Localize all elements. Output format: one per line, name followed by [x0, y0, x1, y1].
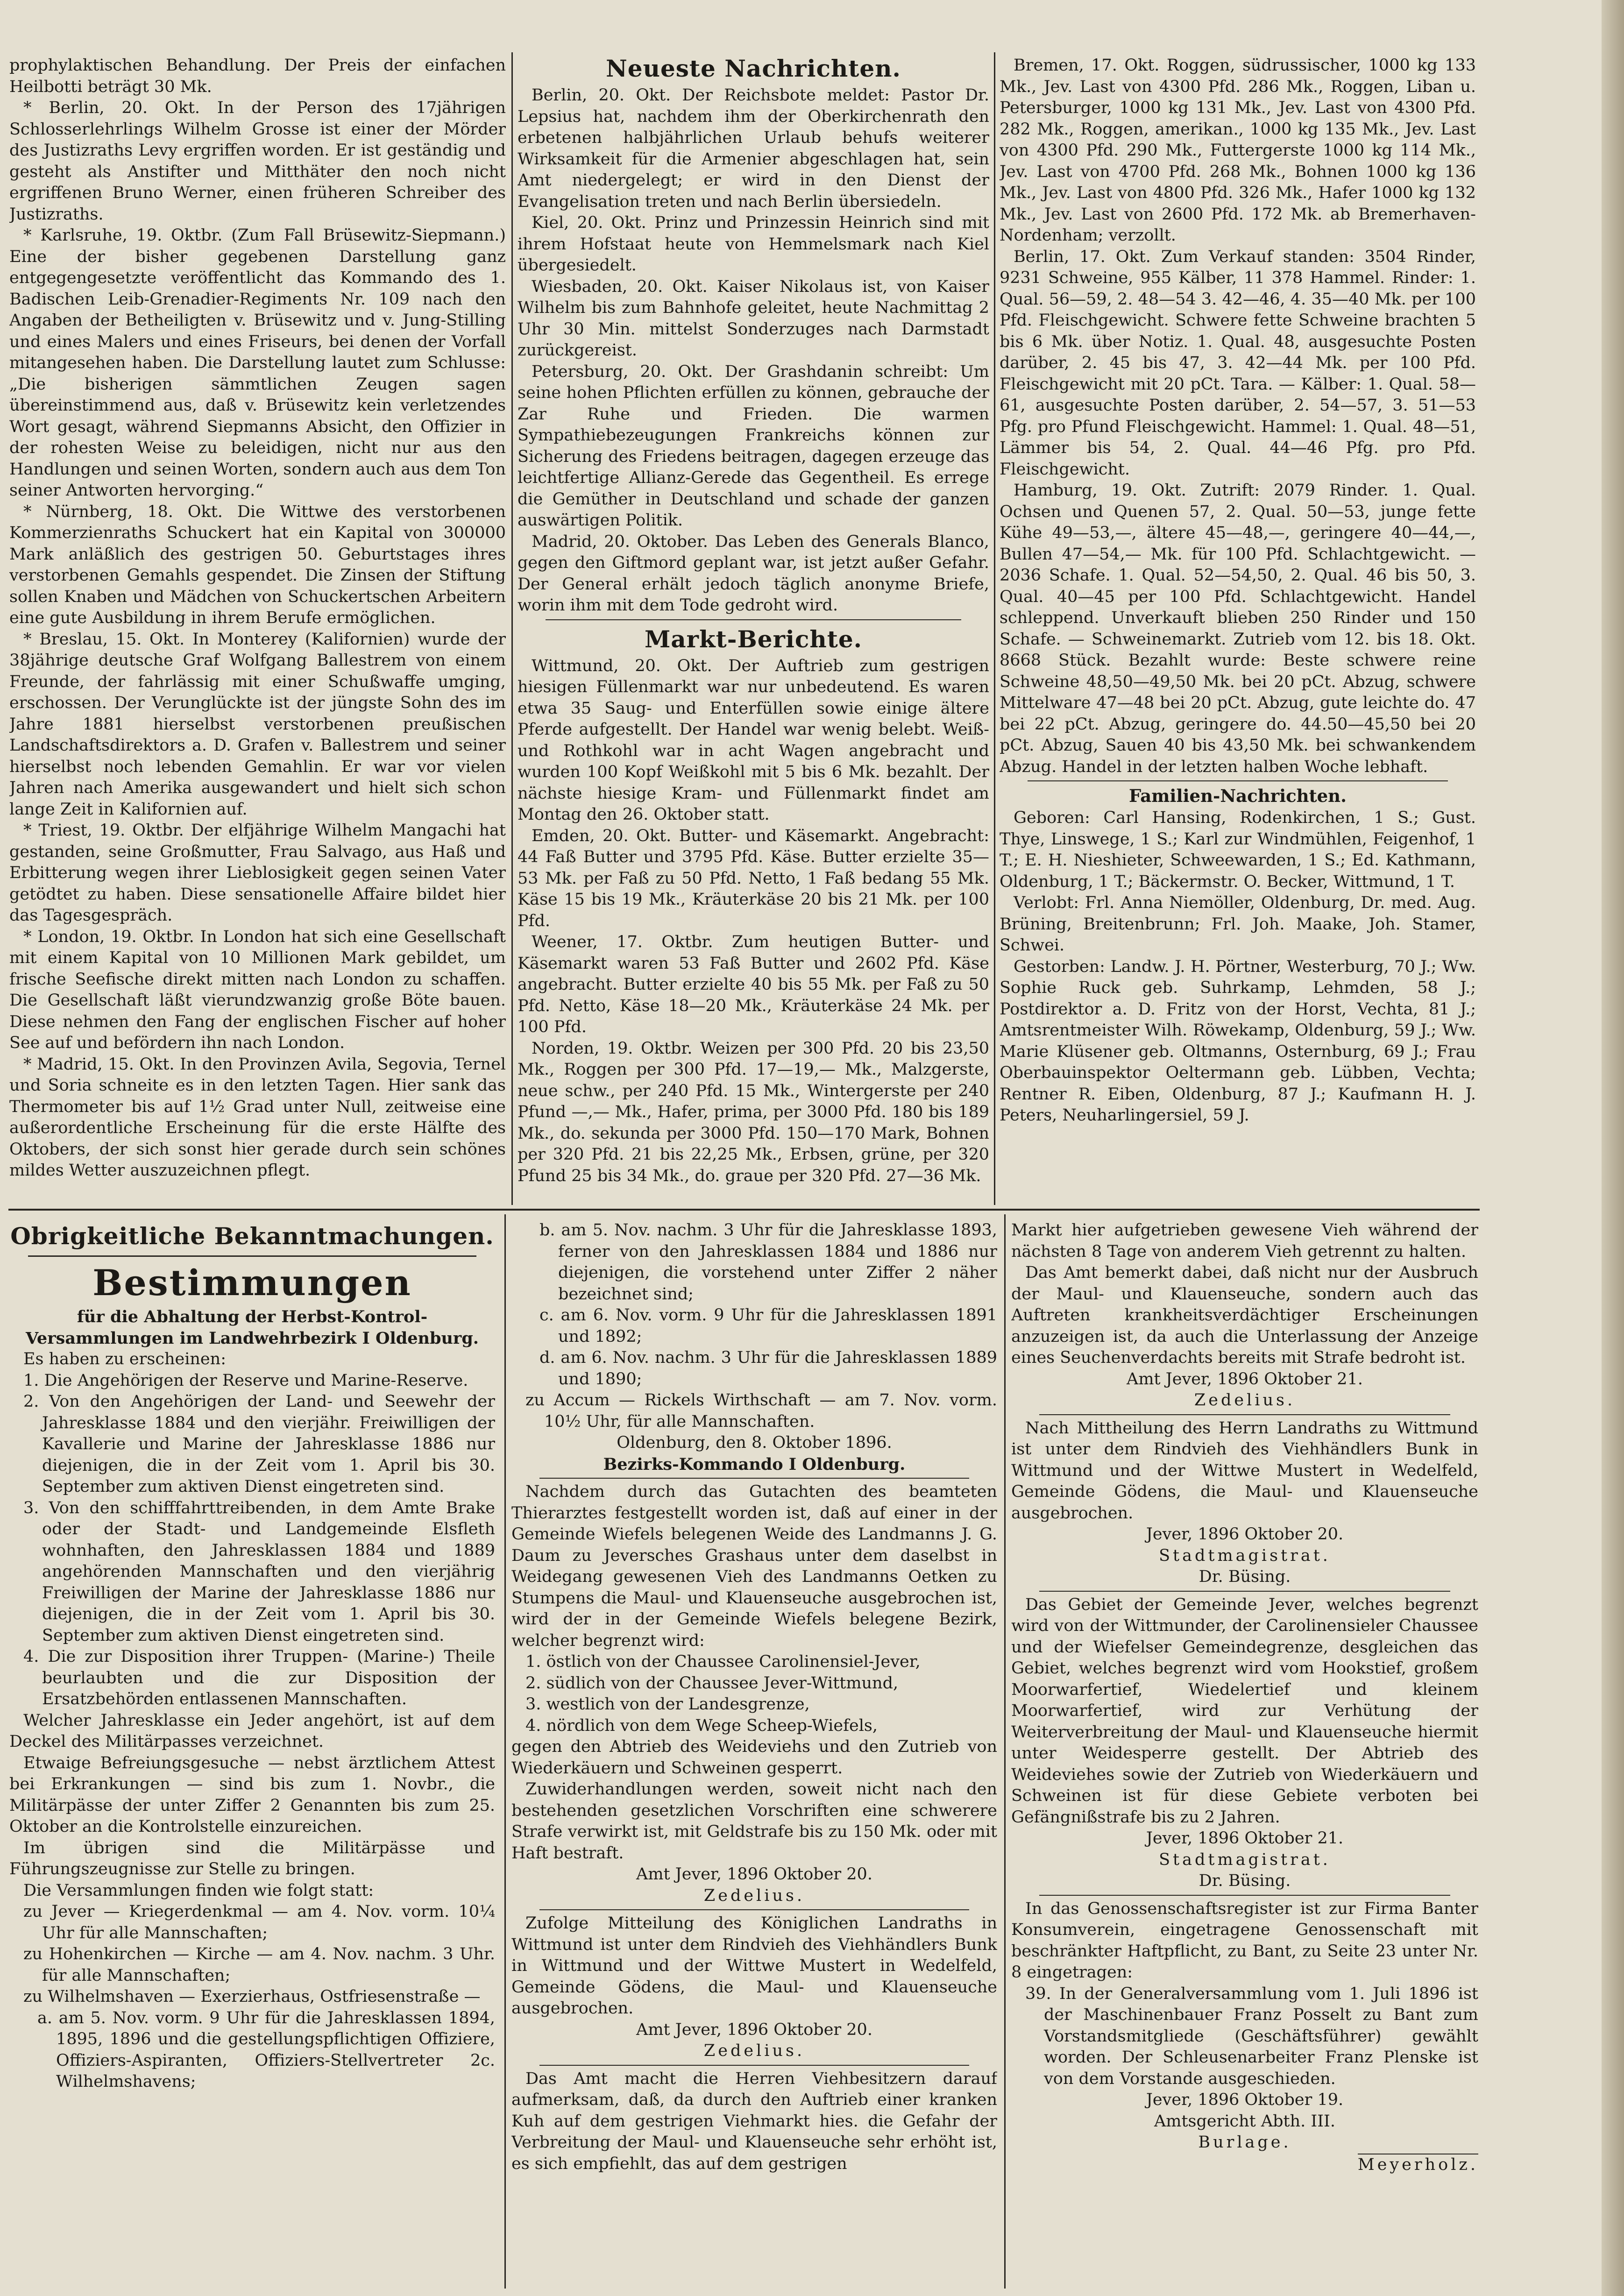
news-item-madrid: * Madrid, 15. Okt. In den Provinzen Avila, Segovia, Ternel und Soria schneite es in den letzten Tagen. Hier sank das Thermometer bis auf 1½ Grad unter Null, zeitweise eine außerordentliche Erscheinung für die erste Hälfte des Oktobers, der sich sonst hier gerade durch sein schönes mildes Wetter auszuzeichnen pflegt.: [9, 1055, 506, 1180]
news-item-karlsruhe: * Karlsruhe, 19. Oktbr. (Zum Fall Brüsewitz-Siepmann.) Eine der bisher gegebenen Darstellung ganz entgegengesetzte veröffentlicht das Kommando des 1. Badischen Leib-Grenadier-Regiments Nr. 109 nach den Angaben der Betheiligten v. Brüsewitz und v. Jung-Stilling und eines Malers und eines Friseurs, bei denen der Vorfall mitangesehen haben. Die Darstellung lautet zum Schlusse: „Die bisherigen sämmtlichen Zeugen sagen übereinstimmend aus, daß v. Brüsewitz kein verletzendes Wort gesagt, während Siepmanns Absicht, den Offizier in der rohesten Weise zu beleidigen, nicht nur aus den Handlungen und seinen Worten, sondern auch aus dem Ton seiner Antworten hervorging.“: [9, 226, 506, 500]
news-item-kiel: Kiel, 20. Okt. Prinz und Prinzessin Heinrich sind mit ihrem Hofstaat heute von Hemmelsmark nach Kiel übergesiedelt.: [518, 213, 989, 275]
notice-title: Bestimmungen: [92, 1262, 412, 1304]
divider-rule: [539, 1478, 969, 1479]
notice-date: Oldenburg, den 8. Oktober 1896.: [617, 1433, 892, 1452]
schedule-item: c. am 6. Nov. vorm. 9 Uhr für die Jahresklassen 1891 und 1892;: [539, 1306, 997, 1346]
notice-paragraph: In das Genossenschaftsregister ist zur Firma Banter Konsumverein, eingetragene Genossenschaft mit beschränkter Haftpflicht, zu Bant, zu Seite 23 unter Nr. 8 eingetragen:: [1011, 1899, 1478, 1982]
notice-date: Amt Jever, 1896 Oktober 20.: [636, 2020, 872, 2039]
notice-date: Amt Jever, 1896 Oktober 20.: [636, 1865, 872, 1884]
column-2-news: [518, 52, 989, 1205]
list-item: 4. nördlich von dem Wege Scheep-Wiefels,: [525, 1716, 878, 1735]
list-item: 3. westlich von der Landesgrenze,: [525, 1695, 810, 1714]
schedule-item: a. am 5. Nov. vorm. 9 Uhr für die Jahresklassen 1894, 1895, 1896 und die gestellungspflichtigen Offiziere, Offiziers-Aspiranten, Offiziers-Stellvertreter 2c. Wilhelmshavens;: [37, 2008, 495, 2091]
schedule-item: zu Jever — Kriegerdenkmal — am 4. Nov. vorm. 10¼ Uhr für alle Mannschaften;: [23, 1902, 495, 1942]
divider-rule: [1039, 1591, 1450, 1592]
market-item-bremen: Bremen, 17. Okt. Roggen, südrussischer, 1000 kg 133 Mk., Jev. Last von 4300 Pfd. 286 Mk., Roggen, Liban u. Petersburger, 1000 kg 131 Mk., Jev. Last von 4300 Pfd. 282 Mk., Roggen, amerikan., 1000 kg 135 Mk., Jev. Last von 4300 Pfd. 290 Mk., Futtergerste 1000 kg 114 Mk., Jev. Last von 4700 Pfd. 268 Mk., Bohnen 1000 kg 136 Mk., Jev. Last von 4800 Pfd. 326 Mk., Hafer 1000 kg 132 Mk., Jev. Last von 2600 Pfd. 172 Mk. ab Bremerhaven-Nordenham; verzollt.: [1000, 56, 1476, 245]
notice-date: Jever, 1896 Oktober 20.: [1146, 1525, 1344, 1544]
schedule-item: zu Wilhelmshaven — Exerzierhaus, Ostfriesenstraße —: [23, 1987, 481, 2006]
divider-rule: [539, 2065, 969, 2066]
notice-paragraph: gegen den Abtrieb des Weideviehs und den Zutrieb von Wiederkäuern und Schweinen gesperrt.: [511, 1737, 997, 1778]
market-item-weener: Weener, 17. Oktbr. Zum heutigen Butter- und Käsemarkt waren 53 Faß Butter und 2602 Pfd. Käse angebracht. Butter erzielte 40 bis 55 Mk. per Faß zu 50 Pfd. Netto, Käse 18—20 Mk., Kräuterkäse 24 Mk. per 100 Pfd.: [518, 933, 989, 1036]
notice-signature: Zedelius.: [703, 2041, 805, 2060]
notice-paragraph: Das Amt macht die Herren Viehbesitzern darauf aufmerksam, daß, da durch den Auftrieb einer kranken Kuh auf dem gestrigen Viehmarkt hies. die Gefahr der Verbreitung der Maul- und Klauenseuche sehr erhöht ist, es sich empfiehlt, das auf dem gestrigen: [511, 2069, 997, 2173]
news-item-triest: * Triest, 19. Oktbr. Der elfjährige Wilhelm Mangachi hat gestanden, seine Großmutter, Frau Salvago, aus Haß und Erbitterung wegen ihrer Lieblosigkeit gegen seinen Vater getödtet zu haben. Diese sensationelle Affaire bildet hier das Tagesgespräch.: [9, 821, 506, 925]
schedule-item: zu Hohenkirchen — Kirche — am 4. Nov. nachm. 3 Uhr. für alle Mannschaften;: [23, 1945, 495, 1985]
family-engagements: Verlobt: Frl. Anna Niemöller, Oldenburg, Dr. med. Aug. Brüning, Breitenbrunn; Frl. Joh. Maake, Joh. Stamer, Schwei.: [1000, 893, 1476, 955]
column-3-markets: [1000, 55, 1476, 1204]
notice-paragraph: Welcher Jahresklasse ein Jeder angehört, ist auf dem Deckel des Militärpasses verzeichnet.: [9, 1711, 495, 1751]
notice-paragraph: Das Amt bemerkt dabei, daß nicht nur der Ausbruch der Maul- und Klauenseuche, sondern auch das Auftreten krankheitsverdächtiger Erscheinungen anzuzeigen ist, da auch die Unterlassung der Anzeige eines Seuchenverdachts bereits mit Strafe bedroht ist.: [1011, 1263, 1478, 1367]
news-item: prophylaktischen Behandlung. Der Preis der einfachen Heilbotti beträgt 30 Mk.: [9, 56, 506, 96]
notice-subtitle: für die Abhaltung der Herbst-Kontrol-Versammlungen im Landwehrbezirk I Oldenburg.: [25, 1307, 479, 1348]
news-item-nuernberg: * Nürnberg, 18. Okt. Die Wittwe des verstorbenen Kommerzienraths Schuckert hat ein Kapital von 300000 Mark anläßlich des gestrigen 50. Geburtstages ihres verstorbenen Gemahls gespendet. Die Zinsen der Stiftung sollen Knaben und Mädchen von Schuckertschen Arbeitern eine gute Ausbildung in ihrem Berufe ermöglichen.: [9, 502, 506, 627]
section-divider: [8, 1209, 1480, 1211]
divider-rule: [1028, 780, 1448, 781]
notice-date: Jever, 1896 Oktober 21.: [1146, 1829, 1344, 1848]
notice-paragraph: Nachdem durch das Gutachten des beamteten Thierarztes festgestellt worden ist, daß auf einer in der Gemeinde Wiefels belegenen Weide des Landmanns J. G. Daum zu Jeversches Grashaus unter dem daselbst in Weidegang gewesenen Vieh des Landmanns Oetken zu Stumpens die Maul- und Klauenseuche ausgebrochen ist, wird der in der Gemeinde Wiefels belegene Bezirk, welcher begrenzt wird:: [511, 1482, 997, 1650]
notice-signature: Zedelius.: [703, 1886, 805, 1905]
notice-date: Amt Jever, 1896 Oktober 21.: [1127, 1369, 1363, 1389]
market-item-hamburg: Hamburg, 19. Okt. Zutrift: 2079 Rinder. 1. Qual. Ochsen und Quenen 57, 2. Qual. 50—53, junge fette Kühe 49—53,—, ältere 45—48,—, geringere 40—44,—, Bullen 47—54,— Mk. für 100 Pfd. Schlachtgewicht. — 2036 Schafe. 1. Qual. 52—54,50, 2. Qual. 46 bis 50, 3. Qual. 40—45 per 100 Pfd. Schlachtgewicht. Handel schleppend. Unverkauft blieben 250 Rinder und 150 Schafe. — Schweinemarkt. Zutrieb vom 12. bis 18. Okt. 8668 Stück. Bezahlt wurde: Beste schwere reine Schweine 48,50—49,50 Mk. bei 20 pCt. Abzug, schwere Mittelware 47—48 bei 20 pCt. Abzug, gute leichte do. 47 bei 22 pCt. Abzug, geringere do. 44.50—45,50 bei 20 pCt. Abzug, Sauen 40 bis 43,50 Mk. bei schwankendem Abzug. Handel in der letzten halben Woche lebhaft.: [1000, 481, 1476, 776]
column-6-notices: [1011, 1220, 1478, 2289]
notice-signature: Dr. Büsing.: [1198, 1567, 1291, 1586]
news-item-london: * London, 19. Oktbr. In London hat sich eine Gesellschaft mit einem Kapital von 10 Millionen Mark gebildet, um frische Seefische direkt mitten nach London zu schaffen. Die Gesellschaft läßt vierundzwanzig große Böte bauen. Diese nehmen den Fang der englischen Fischer auf hoher See auf und befördern ihn nach London.: [9, 927, 506, 1052]
market-item-wittmund: Wittmund, 20. Okt. Der Auftrieb zum gestrigen hiesigen Füllenmarkt war nur unbedeutend. Es waren etwa 35 Saug- und Enterfüllen sowie einige ältere Pferde aufgestellt. Der Handel war wenig belebt. Weiß- und Rothkohl war in acht Wagen angebracht und wurden 100 Kopf Weißkohl mit 5 bis 6 Mk. bezahlt. Der nächste hiesige Kram- und Füllenmarkt findet am Montag den 26. Oktober statt.: [518, 656, 989, 824]
column-5-notices: [511, 1220, 997, 2289]
notice-authority: Stadtmagistrat.: [1159, 1850, 1331, 1869]
schedule-item: d. am 6. Nov. nachm. 3 Uhr für die Jahresklassen 1889 und 1890;: [539, 1348, 997, 1389]
notice-paragraph: Nach Mittheilung des Herrn Landraths zu Wittmund ist unter dem Rindvieh des Viehhändlers Bunk in Wittmund und der Wittwe Mustert in Wedelfeld, Gemeinde Gödens, die Maul- und Klauenseuche ausgebrochen.: [1011, 1418, 1478, 1523]
column-divider: [994, 52, 995, 1205]
news-item-petersburg: Petersburg, 20. Okt. Der Grashdanin schreibt: Um seine hohen Pflichten erfüllen zu können, gebrauche der Zar Ruhe und Frieden. Die warmen Sympathiebezeugungen Frankreichs können zur Sicherung des Friedens beitragen, dagegen erzeuge das leichtfertige Allianz-Gerede das Gegentheil. Es errege die Gemüther in Deutschland und schade der ganzen auswärtigen Politik.: [518, 362, 989, 530]
divider-rule: [539, 1909, 969, 1910]
notice-paragraph: Markt hier aufgetrieben gewesene Vieh während der nächsten 8 Tage von anderem Vieh getrennt zu halten.: [1011, 1221, 1478, 1261]
list-item: 1. östlich von der Chaussee Carolinensiel-Jever,: [525, 1652, 921, 1671]
column-1-news: [9, 55, 506, 1204]
notice-authority: Amtsgericht Abth. III.: [1154, 2112, 1335, 2131]
news-item-madrid: Madrid, 20. Oktober. Das Leben des Generals Blanco, gegen den Giftmord geplant war, ist jetzt außer Gefahr. Der General erhält jedoch täglich anonyme Briefe, worin ihm mit dem Tode gedroht wird.: [518, 532, 989, 615]
notice-paragraph: Zuwiderhandlungen werden, soweit nicht nach den bestehenden gesetzlichen Vorschriften eine schwerere Strafe verwirkt ist, mit Geldstrafe bis zu 150 Mk. oder mit Haft bestraft.: [511, 1780, 997, 1863]
news-item-berlin: Berlin, 20. Okt. Der Reichsbote meldet: Pastor Dr. Lepsius hat, nachdem ihm der Oberkirchenrath den erbetenen halbjährlichen Urlaub behufs weiterer Wirksamkeit für die Armenier abgeschlagen hat, sein Amt niedergelegt; er wird in den Dienst der Evangelisation treten und nach Berlin übersiedeln.: [518, 86, 989, 211]
notice-paragraph: Das Gebiet der Gemeinde Jever, welches begrenzt wird von der Wittmunder, der Carolinensieler Chaussee und der Wiefelser Gemeindegrenze, desgleichen das Gebiet, welches begrenzt wird vom Hookstief, großem Moorwarfertief, Wiedelertief und kleinem Moorwarfertief, wird zur Verhütung der Weiterverbreitung der Maul- und Klauenseuche hiermit unter Weidesperre gestellt. Der Abtrieb des Weideviehes sowie der Zutrieb von Wiederkäuern und Schweinen ist für diese Gebiete verboten bei Gefängnißstrafe bis zu 2 Jahren.: [1011, 1595, 1478, 1827]
section-heading-market-reports: Markt-Berichte.: [644, 625, 863, 653]
notice-date: Jever, 1896 Oktober 19.: [1146, 2090, 1344, 2109]
register-entry: 39. In der Generalversammlung vom 1. Juli 1896 ist der Maschinenbauer Franz Posselt zu Bant zum Vorstandsmitgliede (Geschäftsführer) gewählt worden. Der Schleusenarbeiter Franz Plenske ist von dem Vorstande ausgeschieden.: [1025, 1984, 1478, 2088]
column-divider: [511, 52, 513, 1205]
market-item-emden: Emden, 20. Okt. Butter- und Käsemarkt. Angebracht: 44 Faß Butter und 3795 Pfd. Käse. Butter erzielte 35—53 Mk. per Faß zu 50 Pfd. Netto, 1 Faß bedang 55 Mk. Käse 15 bis 19 Mk., Kräuterkäse 20 bis 21 Mk. per 100 Pfd.: [518, 826, 989, 930]
list-item: 2. Von den Angehörigen der Land- und Seewehr der Jahresklasse 1884 und den vierjähr. Freiwilligen der Kavallerie und Marine der Jahresklasse 1886 nur diejenigen, die in der Zeit vom 1. April bis 30. September zum aktiven Dienst eingetreten sind.: [23, 1392, 495, 1496]
list-item: 3. Von den schifffahrttreibenden, in dem Amte Brake oder der Stadt- und Landgemeinde Elsfleth wohnhaften, den Jahresklassen 1884 und 1889 angehörenden Mannschaften und den vierjährig Freiwilligen der Marine der Jahresklasse 1886 nur diejenigen, die in der Zeit vom 1. April bis 30. September zum aktiven Dienst eingetreten sind.: [23, 1498, 495, 1645]
notice-authority: Stadtmagistrat.: [1159, 1546, 1331, 1565]
market-item-berlin: Berlin, 17. Okt. Zum Verkauf standen: 3504 Rinder, 9231 Schweine, 955 Kälber, 11 378 Hammel. Rinder: 1. Qual. 56—59, 2. 48—54 3. 42—46, 4. 35—40 Mk. per 100 Pfd. Fleischgewicht. Schwere fette Schweine brachten 5 bis 6 Mk. über Notiz. 1. Qual. 48, ausgesuchte Posten darüber, 2. 45 bis 47, 3. 42—44 Mk. per 100 Pfd. Fleischgewicht mit 20 pCt. Tara. — Kälber: 1. Qual. 58—61, ausgesuchte Posten darüber, 2. 54—57, 3. 51—53 Pfg. pro Pfund Fleischgewicht. Hammel: 1. Qual. 48—51, Lämmer bis 54, 2. Qual. 44—46 Pfg. pro Pfd. Fleischgewicht.: [1000, 247, 1476, 479]
page-edge-shadow: [1602, 0, 1624, 2296]
column-divider: [504, 1214, 506, 2289]
notice-paragraph: Etwaige Befreiungsgesuche — nebst ärztlichem Attest bei Erkrankungen — sind bis zum 1. Novbr., die Militärpässe der unter Ziffer 2 Genannten bis zum 25. Oktober an die Kontrolstelle einzureichen.: [9, 1753, 495, 1836]
notice-signature: Dr. Büsing.: [1198, 1871, 1291, 1890]
clerk-signature: Meyerholz.: [1358, 2154, 1478, 2176]
schedule-item: zu Accum — Rickels Wirthschaft — am 7. Nov. vorm. 10½ Uhr, für alle Mannschaften.: [525, 1391, 997, 1431]
divider-rule: [28, 1255, 476, 1257]
list-item: 4. Die zur Disposition ihrer Truppen- (Marine-) Theile beurlaubten und die zur Disposition der Ersatzbehörden entlassenen Mannschaften.: [23, 1647, 495, 1708]
section-heading-official-notices: Obrigkeitliche Bekanntmachungen.: [10, 1222, 494, 1250]
list-item: 2. südlich von der Chaussee Jever-Wittmund,: [525, 1673, 899, 1693]
list-item: 1. Die Angehörigen der Reserve und Marine-Reserve.: [23, 1371, 468, 1390]
notice-paragraph: Zufolge Mitteilung des Königlichen Landraths in Wittmund ist unter dem Rindvieh des Viehhändlers Bunk in Wittmund und der Wittwe Mustert in Wedelfeld, Gemeinde Gödens, die Maul- und Klauenseuche ausgebrochen.: [511, 1914, 997, 2018]
divider-rule: [546, 619, 961, 620]
notice-signature: Zedelius.: [1194, 1391, 1296, 1410]
notice-paragraph: Die Versammlungen finden wie folgt statt:: [23, 1881, 374, 1900]
notice-paragraph: Im übrigen sind die Militärpässe und Führungszeugnisse zur Stelle zu bringen.: [9, 1838, 495, 1878]
news-item-wiesbaden: Wiesbaden, 20. Okt. Kaiser Nikolaus ist, von Kaiser Wilhelm bis zum Bahnhofe geleitet, heute Nachmittag 2 Uhr 30 Min. mittelst Sonderzuges nach Darmstadt zurückgereist.: [518, 277, 989, 360]
news-item-breslau: * Breslau, 15. Okt. In Monterey (Kalifornien) wurde der 38jährige deutsche Graf Wolfgang Ballestrem von einem Freunde, der fahrlässig mit einer Schußwaffe umging, erschossen. Der Verunglückte ist der jüngste Sohn des im Jahre 1881 hierselbst verstorbenen preußischen Landschaftsdirektors a. D. Grafen v. Ballestrem und seiner hierselbst noch lebenden Gemahlin. Er war vor vielen Jahren nach Amerika ausgewandert und hielt sich schon lange Zeit in Kalifornien auf.: [9, 630, 506, 819]
family-births: Geboren: Carl Hansing, Rodenkirchen, 1 S.; Gust. Thye, Linswege, 1 S.; Karl zur Windmühlen, Feigenhof, 1 T.; E. H. Nieshieter, Schweewarden, 1 S.; Ed. Kathmann, Oldenburg, 1 T.; Bäckermstr. O. Becker, Wittmund, 1 T.: [1000, 808, 1476, 891]
news-item-berlin: * Berlin, 20. Okt. In der Person des 17jährigen Schlosserlehrlings Wilhelm Grosse ist einer der Mörder des Justizraths Levy ergriffen worden. Er ist geständig und gesteht als Anstifter und Mitthäter den noch nicht ergriffenen Bruno Werner, einen früheren Schreiber des Justizraths.: [9, 99, 506, 224]
family-deaths: Gestorben: Landw. J. H. Pörtner, Westerburg, 70 J.; Ww. Sophie Ruck geb. Suhrkamp, Lehmden, 58 J.; Postdirektor a. D. Fritz von der Horst, Vechta, 81 J.; Amtsrentmeister Wilh. Röwekamp, Oldenburg, 59 J.; Ww. Marie Klüsener geb. Oltmanns, Osternburg, 69 J.; Frau Oberbauinspektor Oeltermann geb. Lübben, Vechta; Rentner R. Eiben, Oldenburg, 87 J.; Kaufmann H. J. Peters, Neuharlingersiel, 59 J.: [1000, 957, 1476, 1125]
divider-rule: [1039, 1414, 1450, 1415]
market-item-norden: Norden, 19. Oktbr. Weizen per 300 Pfd. 20 bis 23,50 Mk., Roggen per 300 Pfd. 17—19,— Mk., Malzgerste, neue schw., per 240 Pfd. 15 Mk., Wintergerste per 240 Pfund —,— Mk., Hafer, prima, per 3000 Pfd. 180 bis 189 Mk., do. sekunda per 3000 Pfd. 150—170 Mark, Bohnen per 320 Pfd. 21 bis 22,25 Mk., Erbsen, grüne, per 320 Pfund 25 bis 34 Mk., do. graue per 320 Pfd. 27—36 Mk.: [518, 1039, 989, 1185]
column-4-notices: [9, 1220, 495, 2289]
divider-rule: [1039, 1895, 1450, 1896]
column-divider: [1004, 1214, 1006, 2289]
notice-intro: Es haben zu erscheinen:: [23, 1350, 226, 1368]
section-heading-family-news: Familien-Nachrichten.: [1129, 786, 1347, 806]
notice-signature: Burlage.: [1198, 2133, 1291, 2152]
notice-authority: Bezirks-Kommando I Oldenburg.: [603, 1454, 906, 1474]
section-heading-latest-news: Neueste Nachrichten.: [606, 55, 901, 82]
schedule-item: b. am 5. Nov. nachm. 3 Uhr für die Jahresklasse 1893, ferner von den Jahresklassen 1884 und 1886 nur diejenigen, die vorstehend unter Ziffer 2 näher bezeichnet sind;: [539, 1221, 997, 1304]
